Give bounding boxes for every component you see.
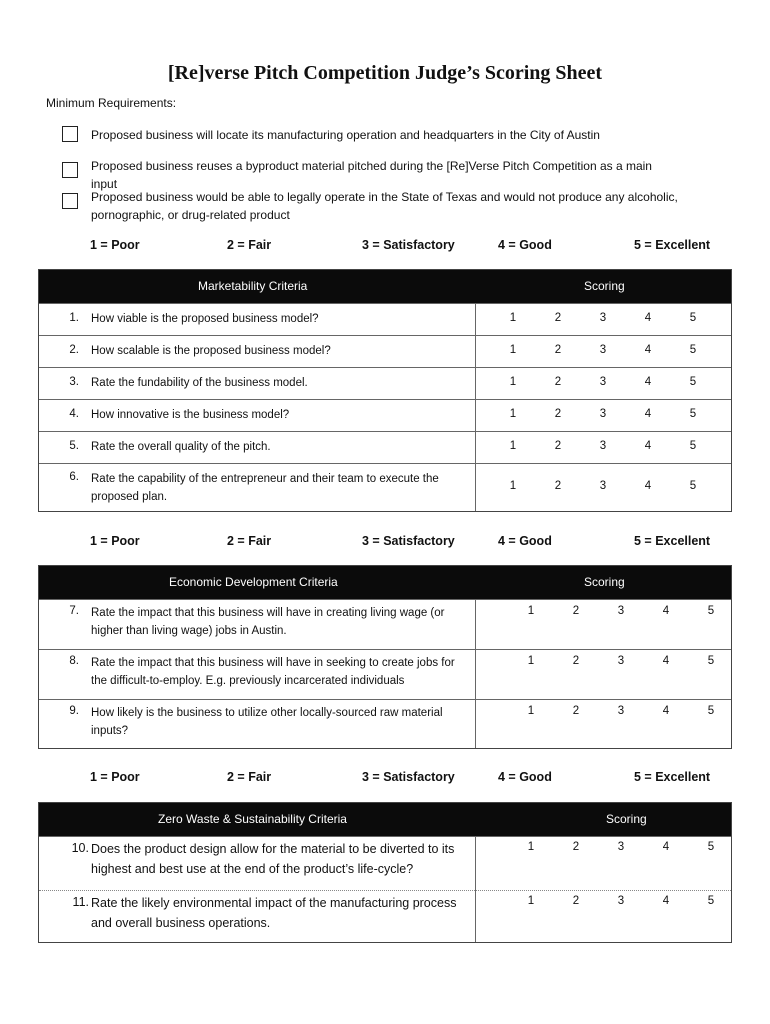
row-number: 2. <box>69 344 79 356</box>
row-number: 10. <box>71 841 89 855</box>
row-number: 4. <box>69 408 79 420</box>
legend-fair: 2 = Fair <box>227 238 272 252</box>
score-option[interactable]: 5 <box>689 408 697 420</box>
min-requirements-label: Minimum Requirements: <box>46 96 177 110</box>
score-option[interactable]: 2 <box>572 841 580 853</box>
rating-legend <box>90 238 730 256</box>
table-row <box>39 890 731 942</box>
question-text: How innovative is the business model? <box>91 409 290 421</box>
legend-excellent: 5 = Excellent <box>634 534 711 548</box>
table-row <box>39 836 731 890</box>
row-number: 9. <box>69 705 79 717</box>
score-option[interactable]: 4 <box>644 440 652 452</box>
score-option[interactable]: 5 <box>689 440 697 452</box>
requirement-checkbox[interactable] <box>62 162 78 178</box>
section-header: Marketability Criteria <box>198 279 308 293</box>
score-option[interactable]: 2 <box>554 312 562 324</box>
table-header <box>39 270 731 303</box>
marketability-table <box>38 269 732 512</box>
score-option[interactable]: 2 <box>572 605 580 617</box>
legend-excellent: 5 = Excellent <box>634 770 711 784</box>
scoring-header: Scoring <box>606 812 647 826</box>
score-option[interactable]: 3 <box>617 605 625 617</box>
score-option[interactable]: 5 <box>707 895 715 907</box>
score-option[interactable]: 4 <box>644 480 652 492</box>
row-number: 6. <box>69 471 79 483</box>
table-row <box>39 649 731 699</box>
score-option[interactable]: 4 <box>662 841 670 853</box>
score-option[interactable]: 1 <box>509 440 517 452</box>
requirement-text: Proposed business will locate its manufacturing operation and headquarters in the City of Austin <box>91 128 600 142</box>
question-text: Rate the likely environmental impact of the manufacturing process and overall business operations. <box>91 896 457 930</box>
score-option[interactable]: 3 <box>599 440 607 452</box>
legend-satisfactory: 3 = Satisfactory <box>362 238 455 252</box>
row-number: 11. <box>72 895 89 909</box>
legend-fair: 2 = Fair <box>227 534 272 548</box>
score-option[interactable]: 3 <box>617 655 625 667</box>
question-text: Rate the fundability of the business model. <box>91 377 308 389</box>
score-option[interactable]: 1 <box>527 705 535 717</box>
score-option[interactable]: 2 <box>572 705 580 717</box>
score-option[interactable]: 3 <box>599 480 607 492</box>
row-number: 3. <box>69 376 79 388</box>
score-option[interactable]: 2 <box>572 895 580 907</box>
score-option[interactable]: 3 <box>617 895 625 907</box>
score-option[interactable]: 5 <box>707 705 715 717</box>
legend-poor: 1 = Poor <box>90 238 140 252</box>
score-option[interactable]: 2 <box>572 655 580 667</box>
sustainability-table <box>38 802 732 943</box>
score-option[interactable]: 2 <box>554 408 562 420</box>
score-option[interactable]: 1 <box>509 344 517 356</box>
row-number: 5. <box>69 440 79 452</box>
scoring-header: Scoring <box>584 575 625 589</box>
table-row <box>39 463 731 511</box>
table-row <box>39 431 731 463</box>
score-option[interactable]: 2 <box>554 376 562 388</box>
score-option[interactable]: 5 <box>707 655 715 667</box>
score-option[interactable]: 1 <box>509 376 517 388</box>
table-row <box>39 303 731 335</box>
score-option[interactable]: 5 <box>689 480 697 492</box>
table-row <box>39 399 731 431</box>
score-option[interactable]: 3 <box>599 408 607 420</box>
legend-poor: 1 = Poor <box>90 534 140 548</box>
score-option[interactable]: 2 <box>554 480 562 492</box>
rating-legend <box>90 534 730 552</box>
requirement-checkbox[interactable] <box>62 193 78 209</box>
score-option[interactable]: 1 <box>509 480 517 492</box>
table-row <box>39 599 731 649</box>
score-option[interactable]: 1 <box>527 895 535 907</box>
score-option[interactable]: 5 <box>707 605 715 617</box>
legend-good: 4 = Good <box>498 770 552 784</box>
score-option[interactable]: 5 <box>689 312 697 324</box>
legend-good: 4 = Good <box>498 238 552 252</box>
row-number: 7. <box>69 605 79 617</box>
legend-good: 4 = Good <box>498 534 552 548</box>
score-option[interactable]: 4 <box>644 312 652 324</box>
score-option[interactable]: 4 <box>644 376 652 388</box>
score-option[interactable]: 1 <box>509 312 517 324</box>
score-option[interactable]: 4 <box>662 605 670 617</box>
question-text: How scalable is the proposed business model? <box>91 345 331 357</box>
question-text: How viable is the proposed business model? <box>91 313 319 325</box>
scoring-header: Scoring <box>584 279 625 293</box>
table-header <box>39 566 731 599</box>
score-option[interactable]: 1 <box>527 841 535 853</box>
rating-legend <box>90 770 730 788</box>
legend-excellent: 5 = Excellent <box>634 238 711 252</box>
question-text: Rate the impact that this business will have in creating living wage (or higher than living wage) jobs in Austin. <box>91 607 445 637</box>
section-header: Economic Development Criteria <box>169 575 338 589</box>
requirement-checkbox[interactable] <box>62 126 78 142</box>
requirement-text: Proposed business reuses a byproduct material pitched during the [Re]Verse Pitch Competition as a main input <box>91 159 652 191</box>
score-option[interactable]: 3 <box>599 344 607 356</box>
table-header <box>39 803 731 836</box>
score-option[interactable]: 4 <box>662 705 670 717</box>
question-text: Rate the overall quality of the pitch. <box>91 441 271 453</box>
score-option[interactable]: 2 <box>554 344 562 356</box>
score-option[interactable]: 3 <box>599 312 607 324</box>
score-option[interactable]: 3 <box>617 705 625 717</box>
page-title: [Re]verse Pitch Competition Judge’s Scoring Sheet <box>167 62 603 84</box>
legend-fair: 2 = Fair <box>227 770 272 784</box>
question-text: Rate the impact that this business will have in seeking to create jobs for the difficult-to-employ. E.g. previously incarcerated individuals <box>91 657 455 687</box>
question-text: Does the product design allow for the material to be diverted to its highest and best use at the end of the product’s life-cycle? <box>91 842 455 876</box>
economic-development-table <box>38 565 732 749</box>
score-option[interactable]: 1 <box>509 408 517 420</box>
table-row <box>39 367 731 399</box>
score-option[interactable]: 3 <box>617 841 625 853</box>
score-option[interactable]: 4 <box>644 344 652 356</box>
score-option[interactable]: 3 <box>599 376 607 388</box>
score-option[interactable]: 2 <box>554 440 562 452</box>
legend-poor: 1 = Poor <box>90 770 140 784</box>
row-number: 1. <box>69 312 79 324</box>
question-text: Rate the capability of the entrepreneur and their team to execute the proposed plan. <box>91 473 439 503</box>
score-option[interactable]: 5 <box>707 841 715 853</box>
legend-satisfactory: 3 = Satisfactory <box>362 770 455 784</box>
legend-satisfactory: 3 = Satisfactory <box>362 534 455 548</box>
question-text: How likely is the business to utilize other locally-sourced raw material inputs? <box>91 707 443 737</box>
requirement-text: Proposed business would be able to legally operate in the State of Texas and would not produce any alcoholic, pornographic, or drug-related product <box>91 190 678 222</box>
score-option[interactable]: 4 <box>644 408 652 420</box>
table-row <box>39 335 731 367</box>
score-option[interactable]: 5 <box>689 376 697 388</box>
score-option[interactable]: 4 <box>662 895 670 907</box>
score-option[interactable]: 4 <box>662 655 670 667</box>
score-option[interactable]: 5 <box>689 344 697 356</box>
row-number: 8. <box>69 655 79 667</box>
table-row <box>39 699 731 748</box>
score-option[interactable]: 1 <box>527 605 535 617</box>
section-header: Zero Waste & Sustainability Criteria <box>158 812 347 826</box>
score-option[interactable]: 1 <box>527 655 535 667</box>
